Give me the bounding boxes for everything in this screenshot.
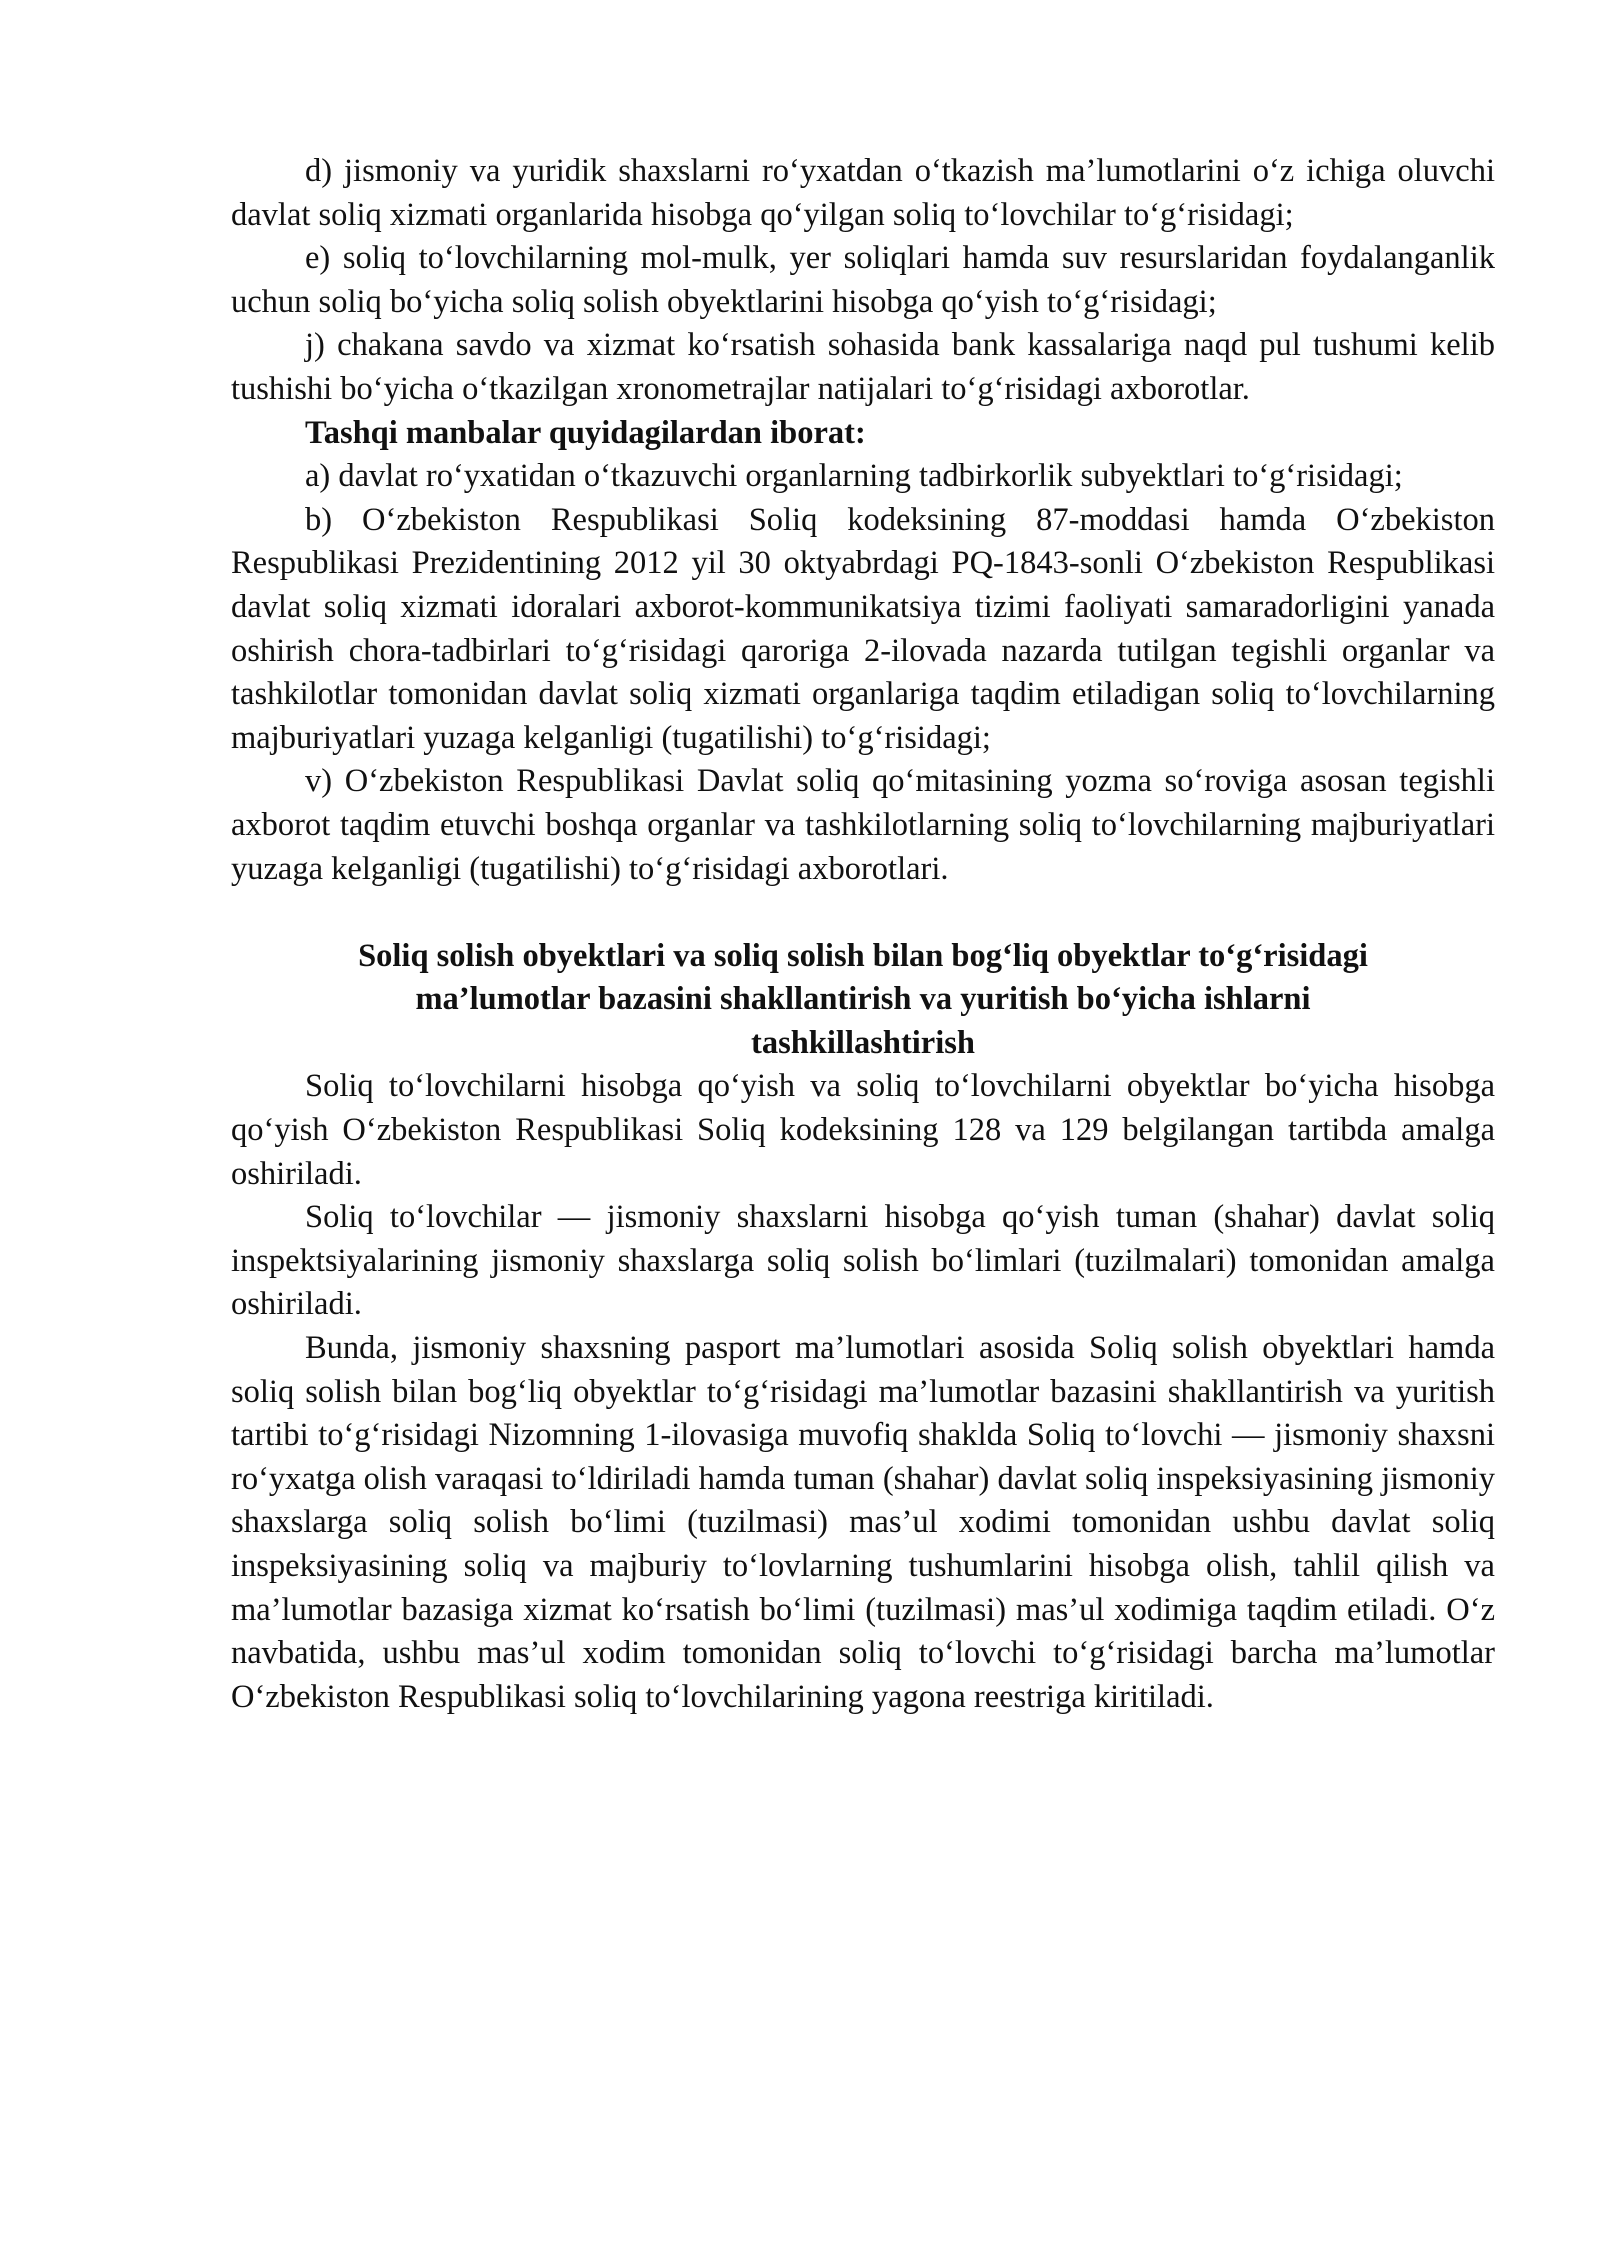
paragraph-section-3: Bunda, jismoniy shaxsning pasport ma’lumotlari asosida Soliq solish obyektlari hamda soliq solish bilan bog‘liq obyektlar to‘g‘risidagi ma’lumotlar bazasini shakllantirish va yuritish tartibi to‘g‘risidagi Nizomning 1-ilovasiga muvofiq shaklda Soliq to‘lovchi — jismoniy shaxsni ro‘yxatga olish varaqasi to‘ldiriladi hamda tuman (shahar) davlat soliq inspeksiyasining jismoniy shaxslarga soliq solish bo‘limi (tuzilmasi) mas’ul xodimi tomonidan ushbu davlat soliq inspeksiyasining soliq va majburiy to‘lovlarning tushumlarini hisobga olish, tahlil qilish va ma’lumotlar bazasiga xizmat ko‘rsatish bo‘limi (tuzilmasi) mas’ul xodimiga taqdim etiladi. O‘z navbatida, ushbu mas’ul xodim tomonidan soliq to‘lovchi to‘g‘risidagi barcha ma’lumotlar O‘zbekiston Respublikasi soliq to‘lovchilarining yagona reestriga kiritiladi.: [231, 1330, 1495, 1715]
document-page: [231, 150, 1495, 1719]
paragraph-internal-e: e) soliq to‘lovchilarning mol-mulk, yer soliqlari hamda suv resurslaridan foydalanganlik uchun soliq bo‘yicha soliq solish obyektlarini hisobga qo‘yish to‘g‘risidagi;: [231, 240, 1495, 320]
section-heading: [231, 935, 1495, 1066]
section-heading-line-1: Soliq solish obyektlari va soliq solish bilan bog‘liq obyektlar to‘g‘risidagi: [358, 937, 1368, 974]
section-heading-line-3: tashkillashtirish: [751, 1024, 975, 1061]
paragraph-section-1: Soliq to‘lovchilarni hisobga qo‘yish va soliq to‘lovchilarni obyektlar bo‘yicha hisobga qo‘yish O‘zbekiston Respublikasi Soliq kodeksining 128 va 129 belgilangan tartibda amalga oshiriladi.: [231, 1068, 1495, 1192]
paragraph-internal-j: j) chakana savdo va xizmat ko‘rsatish sohasida bank kassalariga naqd pul tushumi kelib tushishi bo‘yicha o‘tkazilgan xronometrajlar natijalari to‘g‘risidagi axborotlar.: [231, 327, 1495, 407]
external-sources-heading: Tashqi manbalar quyidagilardan iborat:: [305, 414, 866, 451]
paragraph-external-a: a) davlat ro‘yxatidan o‘tkazuvchi organlarning tadbirkorlik subyektlari to‘g‘risidagi;: [305, 458, 1403, 495]
blank-line: [231, 891, 1495, 935]
paragraph-section-2: Soliq to‘lovchilar — jismoniy shaxslarni hisobga qo‘yish tuman (shahar) davlat soliq inspektsiyalarining jismoniy shaxslarga soliq solish bo‘limlari (tuzilmalari) tomonidan amalga oshiriladi.: [231, 1199, 1495, 1323]
paragraph-internal-d: d) jismoniy va yuridik shaxslarni ro‘yxatdan o‘tkazish ma’lumotlarini o‘z ichiga oluvchi davlat soliq xizmati organlarida hisobga qo‘yilgan soliq to‘lovchilar to‘g‘risidagi;: [231, 153, 1495, 233]
paragraph-external-b: b) O‘zbekiston Respublikasi Soliq kodeksining 87-moddasi hamda O‘zbekiston Respublikasi Prezidentining 2012 yil 30 oktyabrdagi PQ-1843-sonli O‘zbekiston Respublikasi davlat soliq xizmati idoralari axborot-kommunikatsiya tizimi faoliyati samaradorligini yanada oshirish chora-tadbirlari to‘g‘risidagi qaroriga 2-ilovada nazarda tutilgan tegishli organlar va tashkilotlar tomonidan davlat soliq xizmati organlariga taqdim etiladigan soliq to‘lovchilarning majburiyatlari yuzaga kelganligi (tugatilishi) to‘g‘risidagi;: [231, 501, 1495, 756]
section-heading-line-2: ma’lumotlar bazasini shakllantirish va yuritish bo‘yicha ishlarni: [415, 981, 1311, 1018]
paragraph-external-v: v) O‘zbekiston Respublikasi Davlat soliq qo‘mitasining yozma so‘roviga asosan tegishli axborot taqdim etuvchi boshqa organlar va tashkilotlarning soliq to‘lovchilarning majburiyatlari yuzaga kelganligi (tugatilishi) to‘g‘risidagi axborotlari.: [231, 763, 1495, 887]
